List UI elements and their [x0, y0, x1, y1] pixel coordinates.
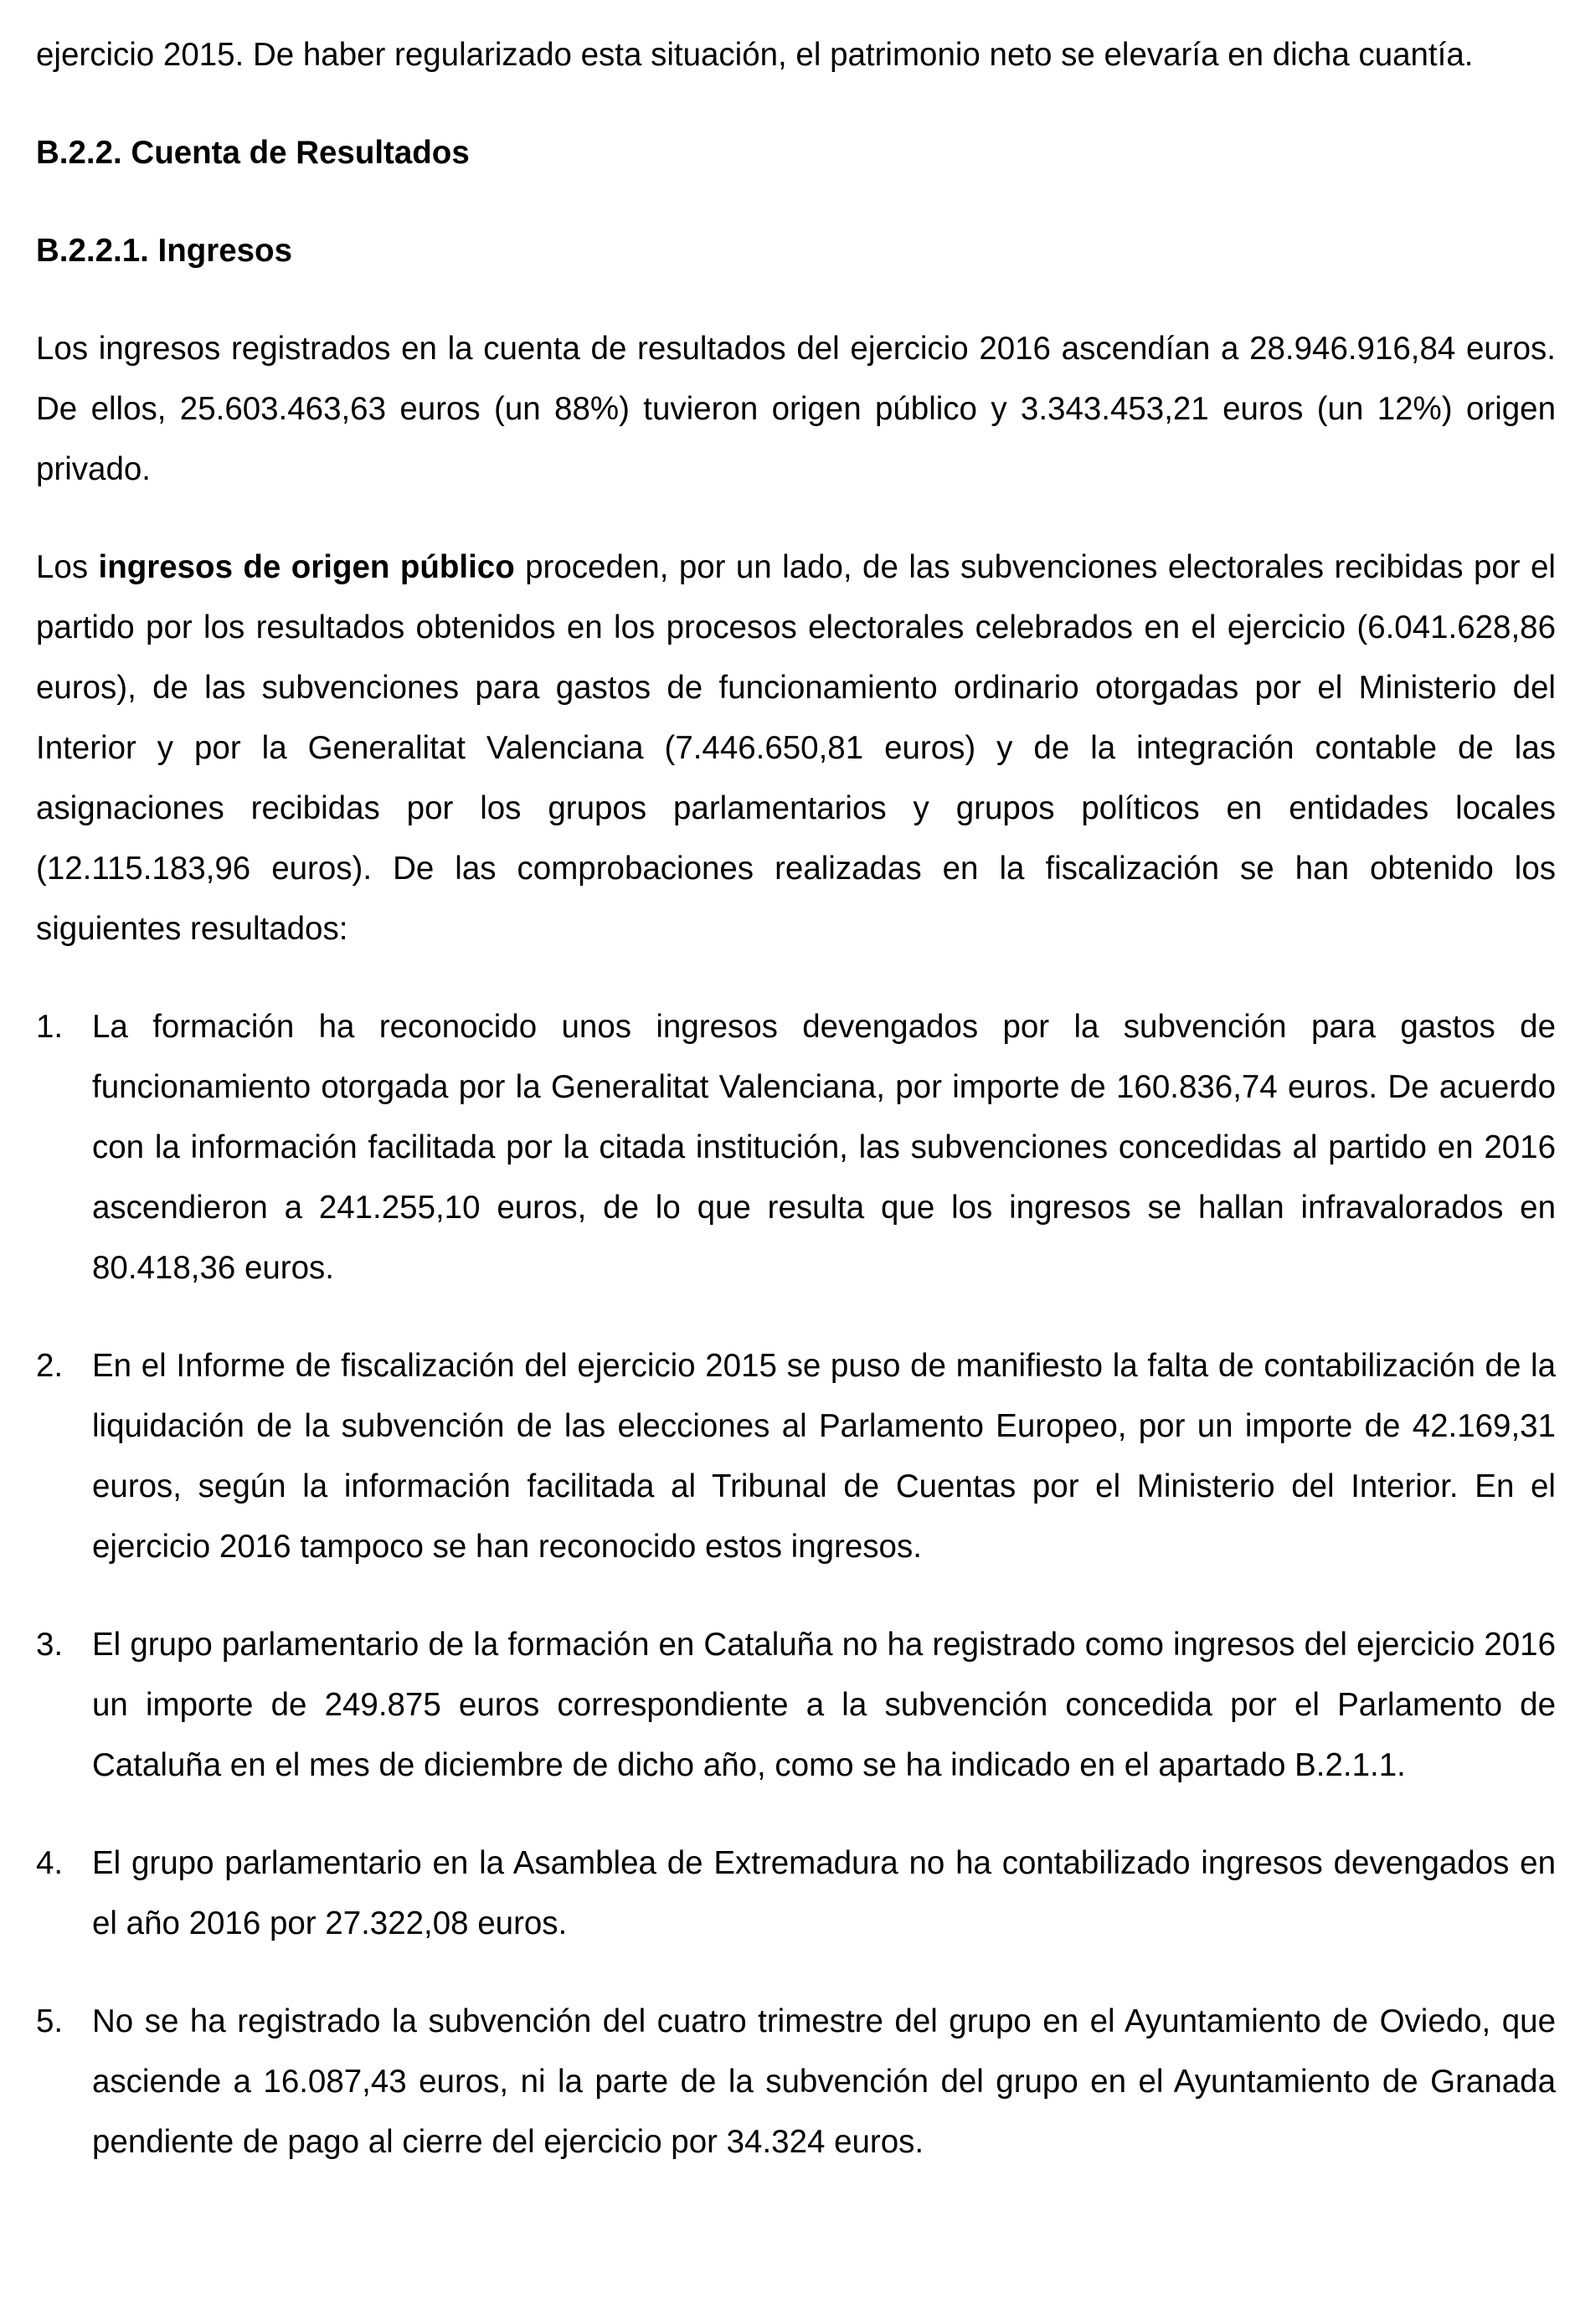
origen-publico-lead: Los	[36, 549, 99, 585]
intro-paragraph: ejercicio 2015. De haber regularizado esta situación, el patrimonio neto se elevaría en dicha cuantía.	[36, 37, 1474, 73]
list-item-number: 5.	[36, 2003, 64, 2039]
list-item-text: El grupo parlamentario en la Asamblea de Extremadura no ha contabilizado ingresos devengados en el año 2016 por 27.322,08 euros.	[92, 1845, 1556, 1941]
list-item-number: 4.	[36, 1845, 64, 1881]
origen-publico-bold: ingresos de origen público	[98, 549, 515, 585]
origen-publico-paragraph	[36, 537, 1556, 959]
list-item-number: 2.	[36, 1348, 64, 1384]
list-item-number: 3.	[36, 1627, 64, 1663]
section-heading: B.2.2. Cuenta de Resultados	[36, 135, 470, 171]
list-item	[36, 1615, 1556, 1796]
list-item	[36, 1336, 1556, 1577]
list-item-text: El grupo parlamentario de la formación en Cataluña no ha registrado como ingresos del ejercicio 2016 un importe de 249.875 euros correspondiente a la subvención concedida por el Parlamento de Cataluña en el mes de diciembre de dicho año, como se ha indicado en el apartado B.2.1.1.	[92, 1627, 1556, 1783]
list-item-text: No se ha registrado la subvención del cuatro trimestre del grupo en el Ayuntamiento de Oviedo, que asciende a 16.087,43 euros, ni la parte de la subvención del grupo en el Ayuntamiento de Granada pendiente de pago al cierre del ejercicio por 34.324 euros.	[92, 2003, 1556, 2160]
ingresos-paragraph: Los ingresos registrados en la cuenta de resultados del ejercicio 2016 ascendían a 28.946.916,84 euros. De ellos, 25.603.463,63 euros (un 88%) tuvieron origen público y 3.343.453,21 euros (un 12%) origen privado.	[36, 331, 1556, 487]
list-item	[36, 997, 1556, 1298]
subsection-heading: B.2.2.1. Ingresos	[36, 233, 292, 269]
list-item-text: En el Informe de fiscalización del ejercicio 2015 se puso de manifiesto la falta de contabilización de la liquidación de la subvención de las elecciones al Parlamento Europeo, por un importe de 42.169,31 euros, según la información facilitada al Tribunal de Cuentas por el Ministerio del Interior. En el ejercicio 2016 tampoco se han reconocido estos ingresos.	[92, 1348, 1556, 1565]
list-item	[36, 1992, 1556, 2172]
document-page	[36, 25, 1556, 2172]
list-item	[36, 1833, 1556, 1954]
list-item-text: La formación ha reconocido unos ingresos devengados por la subvención para gastos de funcionamiento otorgada por la Generalitat Valenciana, por importe de 160.836,74 euros. De acuerdo con la información facilitada por la citada institución, las subvenciones concedidas al partido en 2016 ascendieron a 241.255,10 euros, de lo que resulta que los ingresos se hallan infravalorados en 80.418,36 euros.	[92, 1009, 1556, 1286]
origen-publico-rest: proceden, por un lado, de las subvenciones electorales recibidas por el partido por los resultados obtenidos en los procesos electorales celebrados en el ejercicio (6.041.628,86 euros), de las subvenciones para gastos de funcionamiento ordinario otorgadas por el Ministerio del Interior y por la Generalitat Valenciana (7.446.650,81 euros) y de la integración contable de las asignaciones recibidas por los grupos parlamentarios y grupos políticos en entidades locales (12.115.183,96 euros). De las comprobaciones realizadas en la fiscalización se han obtenido los siguientes resultados:	[36, 549, 1556, 947]
list-item-number: 1.	[36, 1009, 64, 1045]
